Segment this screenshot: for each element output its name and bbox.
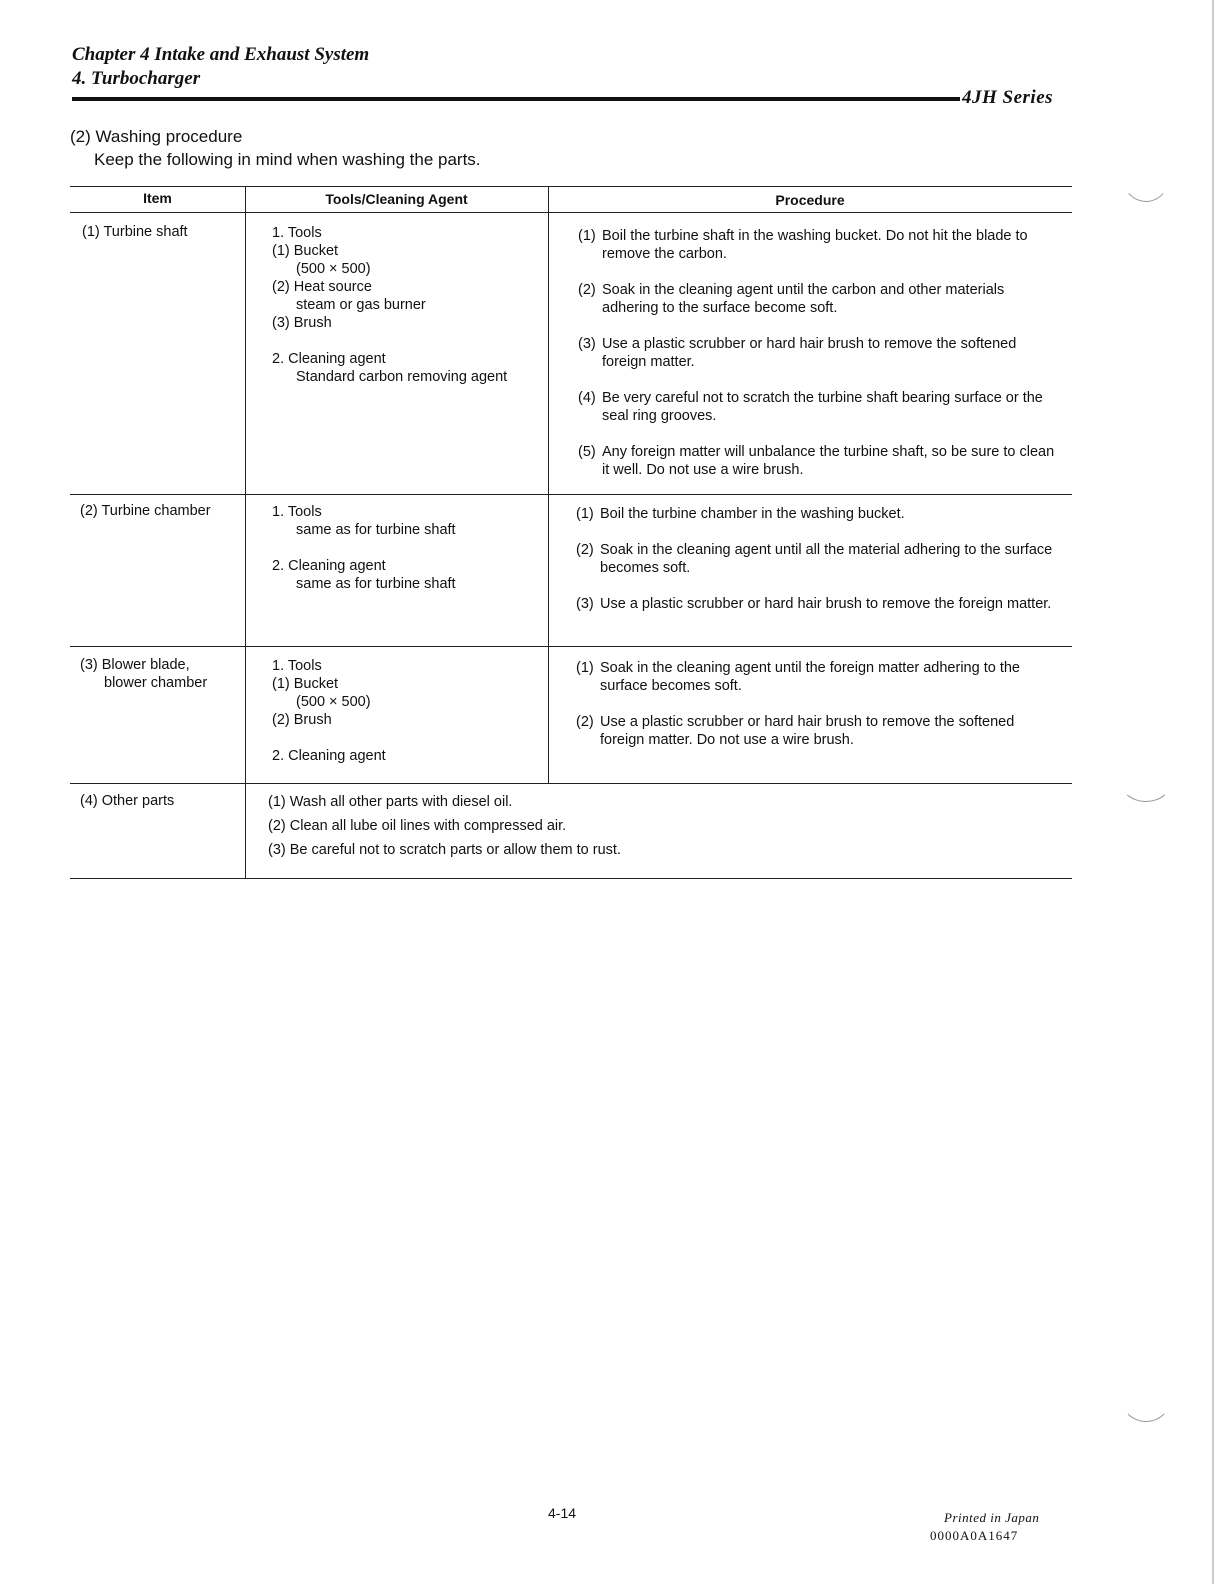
procedure-step: (3) Use a plastic scrubber or hard hair brush to remove the foreign matter. [576,596,1052,612]
binder-hole-mark [1120,760,1172,802]
tools-line: (2) Brush [272,712,332,728]
tools-cell [272,503,542,593]
series-label: 4JH Series [962,87,1054,108]
procedure-step: (5) Any foreign matter will unbalance the turbine shaft, so be sure to clean it well. Do not use a wire brush. [578,444,1055,478]
table-bottom-rule [70,878,1072,879]
procedure-cell [578,227,1058,497]
other-step: (2) Clean all lube oil lines with compressed air. [268,818,567,834]
tools-line: 2. Cleaning agent [272,748,386,764]
printed-note: Printed in Japan [944,1510,1040,1525]
tools-cell [272,224,542,386]
tools-line: Standard carbon removing agent [296,369,508,385]
tools-cell [272,657,542,765]
tools-line: (2) Heat source [272,279,372,295]
row-divider [70,783,1072,784]
tools-line: same as for turbine shaft [296,522,456,538]
item-label: (1) Turbine shaft [82,224,188,240]
procedure-step: (2) Soak in the cleaning agent until the carbon and other materials adhering to the surface become soft. [578,282,1005,316]
tools-line: (3) Brush [272,315,332,331]
tools-line: 1. Tools [272,658,322,674]
procedure-step: (2) Soak in the cleaning agent until all the material adhering to the surface becomes soft. [576,542,1053,576]
tools-line: 2. Cleaning agent [272,558,386,574]
tools-line: (1) Bucket [272,243,339,259]
other-step: (1) Wash all other parts with diesel oil. [268,794,513,810]
document-code: 0000A0A1647 [930,1528,1019,1543]
table-row [82,223,188,241]
procedure-cell [576,505,1058,631]
procedure-intro: Keep the following in mind when washing the parts. [94,150,481,169]
tools-line: 1. Tools [272,225,322,241]
section-title: 4. Turbocharger [72,68,201,89]
row-divider [70,646,1072,647]
procedure-step: (3) Use a plastic scrubber or hard hair brush to remove the softened foreign matter. [578,336,1017,370]
tools-line: (500 × 500) [296,694,371,710]
page-number: 4-14 [548,1505,577,1521]
tools-line: (1) Bucket [272,676,339,692]
item-label: (3) Blower blade, [80,657,190,673]
procedure-step: (1) Soak in the cleaning agent until the foreign matter adhering to the surface becomes soft. [576,660,1020,694]
binder-hole-mark [1120,1370,1172,1422]
column-divider [548,186,549,783]
item-label: (2) Turbine chamber [80,503,211,519]
tools-line: same as for turbine shaft [296,576,456,592]
item-label: blower chamber [104,675,208,691]
chapter-title: Chapter 4 Intake and Exhaust System [72,44,370,65]
table-row [80,502,211,520]
procedure-heading: (2) Washing procedure [70,127,243,146]
other-step: (3) Be careful not to scratch parts or allow them to rust. [268,842,621,858]
column-header-item: Item [143,190,172,206]
table-top-rule [70,186,1072,187]
table-row [80,656,207,692]
procedure-cell [576,659,1058,767]
header-bottom-rule [70,212,1072,213]
tools-line: 2. Cleaning agent [272,351,386,367]
procedure-step: (4) Be very careful not to scratch the turbine shaft bearing surface or the seal ring grooves. [578,390,1043,424]
procedure-step: (1) Boil the turbine shaft in the washing bucket. Do not hit the blade to remove the carbon. [578,228,1028,262]
binder-hole-mark [1120,140,1172,202]
procedure-step: (1) Boil the turbine chamber in the washing bucket. [576,506,905,522]
tools-line: steam or gas burner [296,297,426,313]
column-header-tools: Tools/Cleaning Agent [325,191,468,207]
item-label: (4) Other parts [80,793,175,809]
column-header-procedure: Procedure [775,192,845,208]
table-row [80,792,174,810]
page-edge [1212,0,1214,1584]
tools-line: (500 × 500) [296,261,371,277]
column-divider [245,186,246,878]
tools-line: 1. Tools [272,504,322,520]
header-rule [72,97,960,101]
procedure-step: (2) Use a plastic scrubber or hard hair brush to remove the softened foreign matter. Do not use a wire brush. [576,714,1015,748]
other-parts-cell [268,793,1048,865]
